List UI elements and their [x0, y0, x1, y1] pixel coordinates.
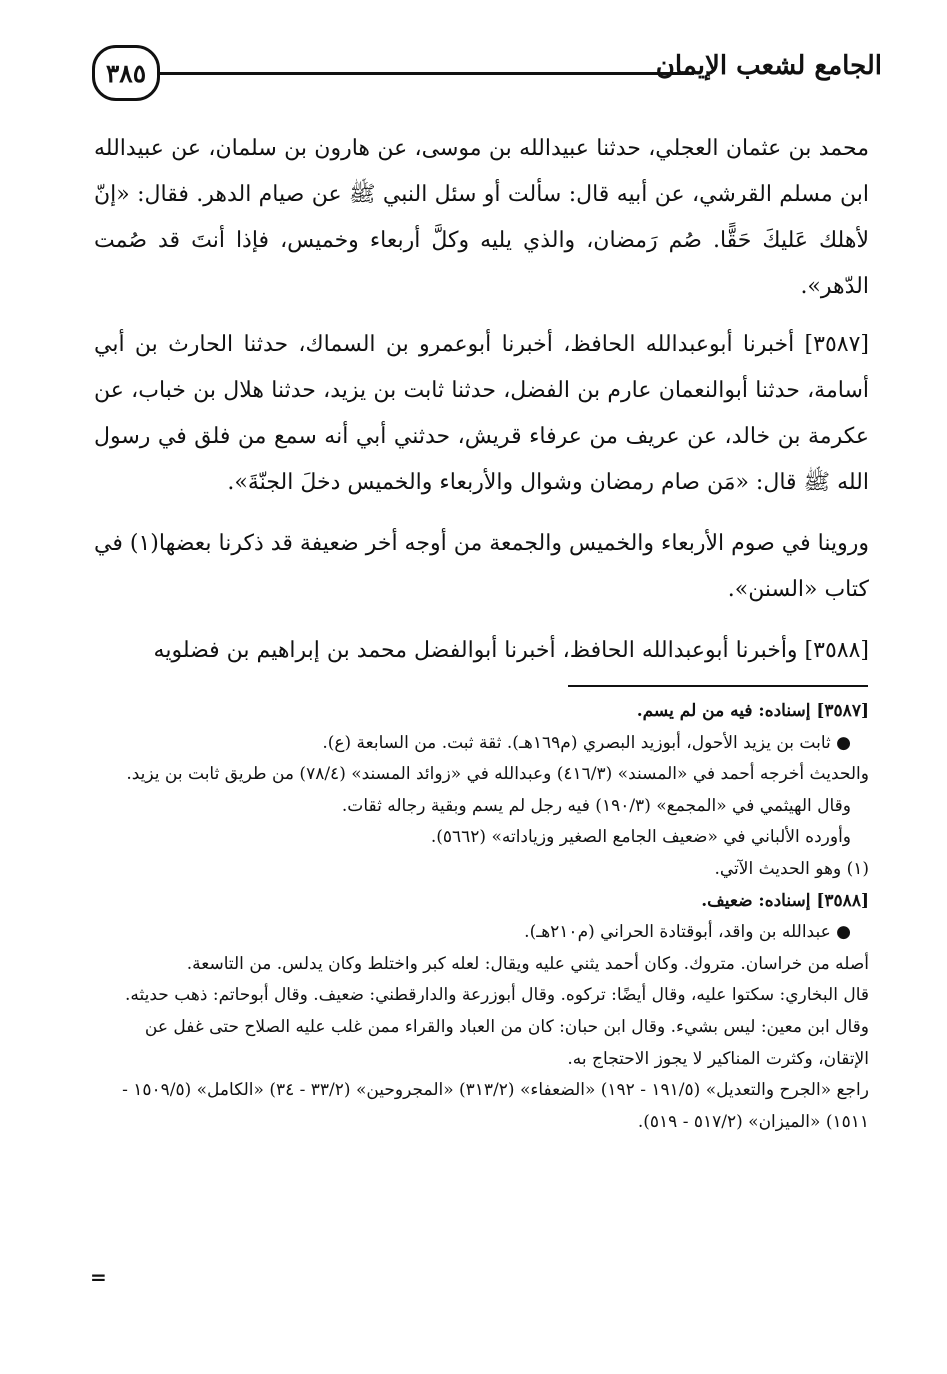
footnote-3587-heading: [٣٥٨٧] إسناده: فيه من لم يسم. — [636, 701, 869, 721]
footnotes-block — [94, 696, 869, 1138]
footnote-hadith-source: والحديث أخرجه أحمد في «المسند» (٤١٦/٣) وعبدالله في «زوائد المسند» (٧٨/٤) من طريق ثابت بن يزيد. — [126, 764, 869, 785]
footnote-references: راجع «الجرح والتعديل» (١٩١/٥ - ١٩٢) «الضعفاء» (٣١٣/٢) «المجروحين» (٣٣/٢ - ٣٤) «الكامل» (١٥٠٩/٥ - ١٥١١) «الميزان» (٥١٧/٢ - ٥١٩). — [122, 1080, 869, 1132]
page-header — [92, 45, 882, 105]
paragraph-hadith-3586-end: محمد بن عثمان العجلي، حدثنا عبيدالله بن موسى، عن هارون بن سلمان، عن عبيدالله ابن مسلم القرشي، عن أبيه قال: سألت أو سئل النبي ﷺ عن صيام الدهر. فقال: «إنّ لأهلك عَليكَ حَقًّا. صُم رَمضان، والذي يليه وكلَّ أربعاء وخميس، فإذا أنتَ قد صُمت الدّهر». — [94, 136, 869, 299]
paragraph-hadith-3588-start: [٣٥٨٨] وأخبرنا أبوعبدالله الحافظ، أخبرنا أبوالفضل محمد بن إبراهيم بن فضلويه — [153, 638, 869, 663]
footnote-critics: قال البخاري: سكتوا عليه، وقال أيضًا: تركوه. وقال أبوزرعة والدارقطني: ضعيف. وقال أبوحاتم: ذهب حديثه. وقال ابن معين: ليس بشيء. وقال ابن حبان: كان من العباد والقراء ممن غلب عليه الصلاح حتى غفل عن الإتقان، وكثرت المناكير لا يجوز الاحتجاج به. — [125, 985, 869, 1069]
main-text-block — [94, 126, 869, 689]
page-number-badge: ٣٨٥ — [92, 45, 160, 101]
footnote-separator — [568, 685, 868, 687]
footnote-narrator-status: أصله من خراسان. متروك. وكان أحمد يثني عليه ويقال: لعله كبر واختلط وكان يدلس. من التاسعة. — [186, 953, 869, 974]
footnote-haythami: وقال الهيثمي في «المجمع» (١٩٠/٣) فيه رجل لم يسم وبقية رجاله ثقات. — [341, 795, 851, 816]
header-rule — [159, 72, 694, 75]
footnote-narrator-bullet: ● عبدالله بن واقد، أبوقتادة الحراني (م٢١٠هـ). — [524, 922, 851, 943]
running-title: الجامع لشعب الإيمان — [655, 51, 882, 81]
footnote-1: (١) وهو الحديث الآتي. — [714, 858, 869, 879]
paragraph-hadith-3587: [٣٥٨٧] أخبرنا أبوعبدالله الحافظ، أخبرنا أبوعمرو بن السماك، حدثنا الحارث بن أبي أسامة، حدثنا أبوالنعمان عارم بن الفضل، حدثنا ثابت بن يزيد، حدثنا هلال بن خباب، عن عكرمة بن خالد، عن عريف من عرفاء قريش، حدثني أبي أنه سمع من فلق في رسول الله ﷺ قال: «مَن صام رمضان وشوال والأربعاء والخميس دخلَ الجنّةَ». — [94, 332, 869, 495]
continuation-mark: = — [90, 1265, 107, 1289]
footnote-albani: وأورده الألباني في «ضعيف الجامع الصغير وزياداته» (٥٦٦٢). — [430, 827, 851, 848]
paragraph-note: وروينا في صوم الأربعاء والخميس والجمعة من أوجه أخر ضعيفة قد ذكرنا بعضها(١) في كتاب «السنن». — [94, 531, 869, 602]
footnote-3588-heading: [٣٥٨٨] إسناده: ضعيف. — [701, 890, 869, 911]
footnote-narrator-bullet: ● ثابت بن يزيد الأحول، أبوزيد البصري (م١٦٩هـ). ثقة ثبت. من السابعة (ع). — [322, 732, 851, 753]
